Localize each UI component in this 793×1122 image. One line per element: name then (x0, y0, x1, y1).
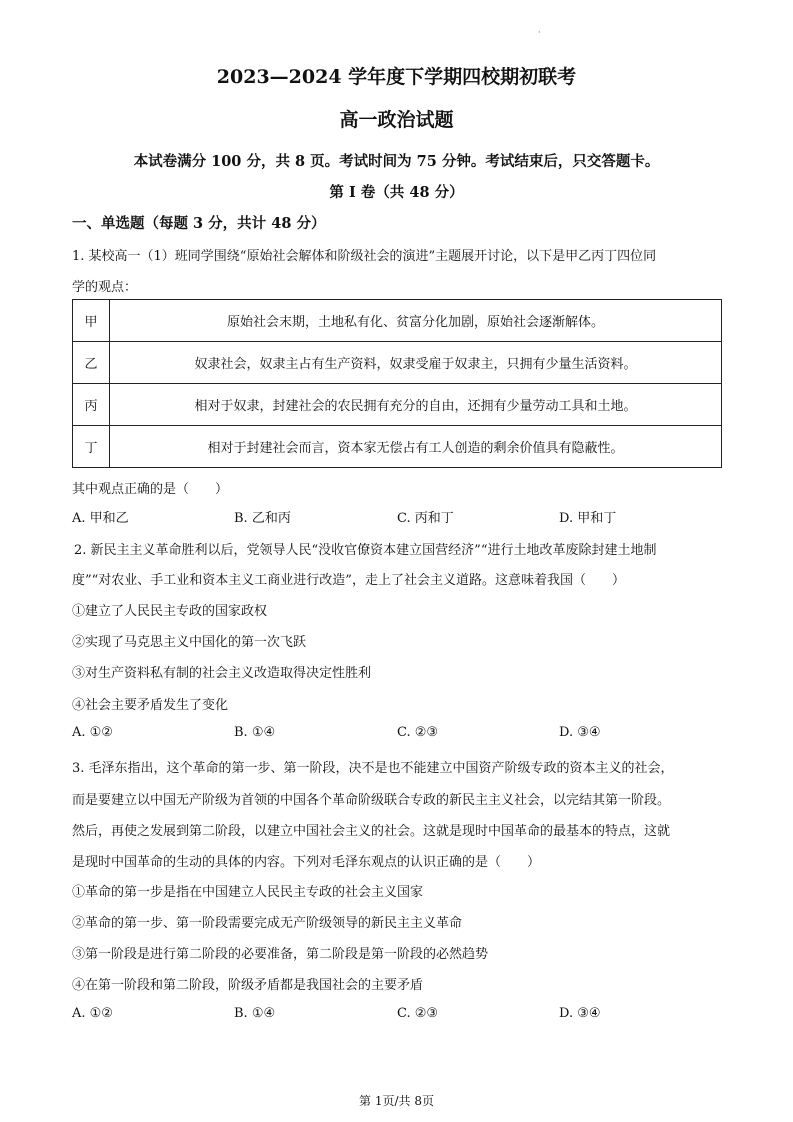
q2-option-a[interactable]: A. ①② (72, 725, 113, 740)
exam-title: 2023—2024 学年度下学期四校期初联考 (216, 66, 577, 88)
table-row (73, 426, 722, 468)
section-heading: 一、单选题（每题 3 分，共计 48 分） (72, 215, 326, 232)
q2-option-c[interactable]: C. ②③ (397, 725, 439, 740)
q3-option-b[interactable]: B. ①④ (234, 1006, 276, 1021)
q3-stem-line-3: 然后，再使之发展到第二阶段，以建立中国社会主义的社会。这就是现时中国革命的最基本的特点，这就 (72, 824, 671, 839)
q1-option-d[interactable]: D. 甲和丁 (559, 511, 617, 526)
q2-option-b[interactable]: B. ①④ (234, 725, 276, 740)
q2-item-1: ①建立了人民民主专政的国家政权 (72, 604, 268, 619)
q2-option-d[interactable]: D. ③④ (559, 725, 601, 740)
view-key: 乙 (73, 342, 110, 384)
view-text: 奴隶社会，奴隶主占有生产资料，奴隶受雇于奴隶主，只拥有少量生活资料。 (110, 342, 722, 384)
q3-item-3: ③第一阶段是进行第二阶段的必要准备，第二阶段是第一阶段的必然趋势 (72, 947, 489, 962)
table-row (73, 300, 722, 342)
q3-stem-line-1: 3. 毛泽东指出，这个革命的第一步、第一阶段，决不是也不能建立中国资产阶级专政的资本主义的社会， (72, 761, 674, 776)
q3-item-1: ①革命的第一步是指在中国建立人民民主专政的社会主义国家 (72, 885, 424, 900)
view-text: 相对于奴隶，封建社会的农民拥有充分的自由，还拥有少量劳动工具和土地。 (110, 384, 722, 426)
table-row (73, 342, 722, 384)
q1-stem-line-1: 1. 某校高一（1）班同学围绕“原始社会解体和阶级社会的演进”主题展开讨论，以下是甲乙丙丁四位同 (72, 249, 657, 264)
q2-stem-line-2: 度”“对农业、手工业和资本主义工商业进行改造”，走上了社会主义道路。这意味着我国（ ） (72, 573, 625, 588)
q3-option-d[interactable]: D. ③④ (559, 1006, 601, 1021)
exam-subtitle: 高一政治试题 (339, 109, 454, 131)
view-text: 相对于封建社会而言，资本家无偿占有工人创造的剩余价值具有隐蔽性。 (110, 426, 722, 468)
view-key: 甲 (73, 300, 110, 342)
q1-option-a[interactable]: A. 甲和乙 (72, 511, 129, 526)
q1-views-table (72, 299, 722, 468)
q2-item-2: ②实现了马克思主义中国化的第一次飞跃 (72, 635, 307, 650)
q2-stem-line-1: 2. 新民主主义革命胜利以后，党领导人民“没收官僚资本建立国营经济”“进行土地改革废除封建土地制 (74, 543, 657, 558)
q1-option-b[interactable]: B. 乙和丙 (234, 511, 291, 526)
q3-option-a[interactable]: A. ①② (72, 1006, 113, 1021)
view-key: 丙 (73, 384, 110, 426)
q2-item-3: ③对生产资料私有制的社会主义改造取得决定性胜利 (72, 666, 372, 681)
page-number: 第 1页/共 8页 (359, 1094, 434, 1108)
view-key: 丁 (73, 426, 110, 468)
table-row (73, 384, 722, 426)
q1-option-c[interactable]: C. 丙和丁 (397, 511, 454, 526)
q3-stem-line-4: 是现时中国革命的生动的具体的内容。下列对毛泽东观点的认识正确的是（ ） (72, 855, 541, 870)
exam-notice: 本试卷满分 100 分，共 8 页。考试时间为 75 分钟。考试结束后，只交答题卡。 (133, 153, 660, 170)
part-heading: 第 I 卷（共 48 分） (329, 184, 464, 201)
q3-stem-line-2: 而是要建立以中国无产阶级为首领的中国各个革命阶级联合专政的新民主主义社会，以完结其第一阶段。 (72, 793, 671, 808)
view-text: 原始社会末期，土地私有化、贫富分化加剧，原始社会逐渐解体。 (110, 300, 722, 342)
q2-item-4: ④社会主要矛盾发生了变化 (72, 698, 229, 713)
q3-option-c[interactable]: C. ②③ (397, 1006, 439, 1021)
q1-stem-line-2: 学的观点： (72, 280, 138, 295)
q3-item-2: ②革命的第一步、第一阶段需要完成无产阶级领导的新民主主义革命 (72, 916, 463, 931)
q1-ask: 其中观点正确的是（ ） (72, 482, 229, 497)
q3-item-4: ④在第一阶段和第二阶段，阶级矛盾都是我国社会的主要矛盾 (72, 978, 424, 993)
corner-dot: · (538, 28, 541, 37)
